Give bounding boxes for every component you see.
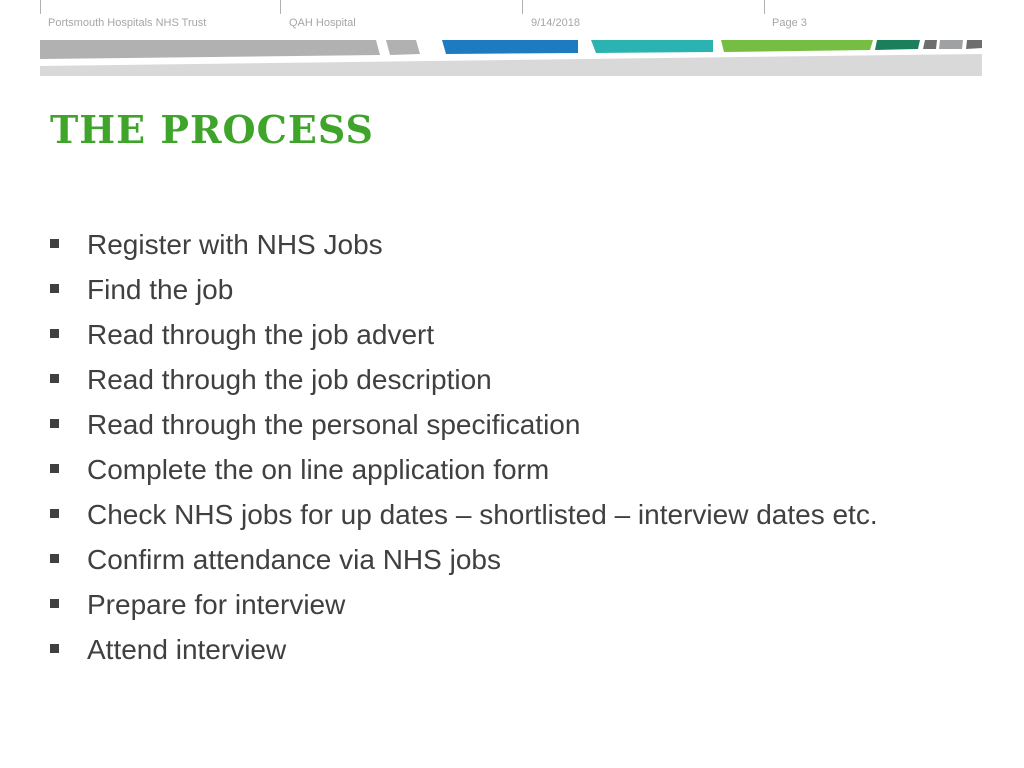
- list-item: [50, 582, 878, 627]
- header-divider: [40, 0, 41, 14]
- list-item-text: Attend interview: [87, 634, 287, 665]
- list-item: [50, 267, 878, 312]
- list-item-text: Complete the on line application form: [87, 454, 550, 485]
- header-site: QAH Hospital: [289, 17, 356, 29]
- list-item: [50, 492, 878, 537]
- band-segment-grey-short: [386, 40, 420, 55]
- list-item-text: Read through the personal specification: [87, 409, 581, 440]
- band-segment-dark-grey-a: [923, 40, 937, 49]
- list-item-text: Register with NHS Jobs: [87, 229, 383, 260]
- band-segment-green: [721, 40, 873, 52]
- bullet-square-icon: [50, 329, 59, 338]
- band-segment-dark-grey-b: [966, 40, 982, 49]
- list-item: [50, 312, 878, 357]
- bullet-square-icon: [50, 644, 59, 653]
- band-segment-grey-long: [40, 40, 380, 59]
- list-item: [50, 357, 878, 402]
- header-color-band: [40, 40, 982, 76]
- bullet-square-icon: [50, 284, 59, 293]
- header-organization: Portsmouth Hospitals NHS Trust: [48, 17, 207, 29]
- band-segment-mid-grey: [939, 40, 963, 49]
- list-item-text: Confirm attendance via NHS jobs: [87, 544, 501, 575]
- bullet-square-icon: [50, 464, 59, 473]
- list-item-text: Prepare for interview: [87, 589, 346, 620]
- list-item: [50, 447, 878, 492]
- slide-title: THE PROCESS: [50, 107, 374, 152]
- band-segment-blue: [442, 40, 578, 54]
- list-item: [50, 537, 878, 582]
- list-item-text: Check NHS jobs for up dates – shortlisted – interview dates etc.: [87, 499, 878, 530]
- process-steps-list: [50, 222, 878, 672]
- bullet-square-icon: [50, 599, 59, 608]
- bullet-square-icon: [50, 419, 59, 428]
- bullet-square-icon: [50, 554, 59, 563]
- bullet-square-icon: [50, 239, 59, 248]
- bullet-square-icon: [50, 374, 59, 383]
- header-divider: [280, 0, 281, 14]
- list-item-text: Read through the job advert: [87, 319, 435, 350]
- list-item: [50, 402, 878, 447]
- header-date: 9/14/2018: [531, 17, 580, 29]
- list-item: [50, 222, 878, 267]
- band-segment-teal: [591, 40, 713, 53]
- bullet-square-icon: [50, 509, 59, 518]
- list-item: [50, 627, 878, 672]
- band-segment-dark-green: [875, 40, 920, 50]
- list-item-text: Read through the job description: [87, 364, 492, 395]
- header-divider: [522, 0, 523, 14]
- header-divider: [764, 0, 765, 14]
- header-page-number: Page 3: [772, 17, 807, 29]
- list-item-text: Find the job: [87, 274, 234, 305]
